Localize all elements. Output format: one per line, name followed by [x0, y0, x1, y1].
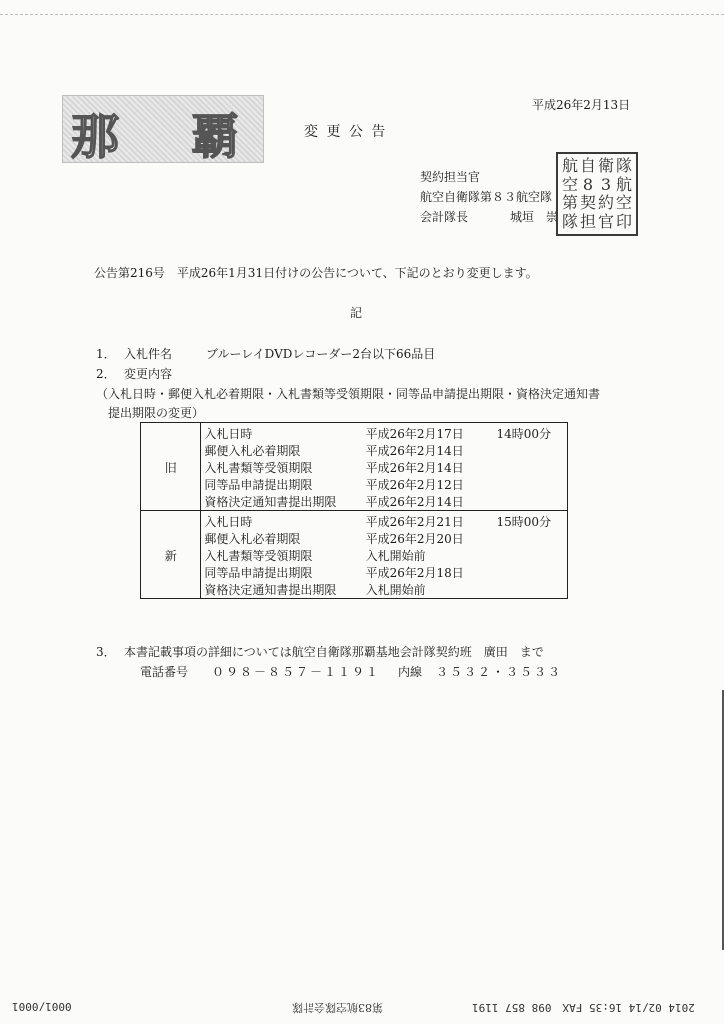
- new-item: 郵便入札必着期限: [201, 530, 366, 547]
- seal-char: 空: [561, 174, 578, 194]
- naha-stamp: [62, 95, 264, 163]
- item2-number: 2．: [96, 367, 116, 381]
- old-date: 平成26年2月17日: [365, 427, 464, 441]
- stamp-char-2: 覇: [191, 109, 240, 165]
- issuer-title: 契約担当官: [420, 170, 481, 184]
- stamp-char-1: 那: [71, 109, 120, 165]
- new-time: [496, 530, 567, 547]
- issuer-role: 会計隊長: [420, 210, 469, 224]
- old-date: 平成26年2月14日: [365, 461, 464, 475]
- seal-char: 8: [582, 174, 594, 194]
- issuer-unit: 航空自衛隊第８３航空隊: [420, 190, 553, 204]
- old-date: 平成26年2月14日: [365, 495, 464, 509]
- new-date: 平成26年2月18日: [365, 566, 464, 580]
- item1-value: ブルーレイDVDレコーダー2台以下66品目: [206, 347, 436, 361]
- official-seal: [556, 152, 638, 236]
- seal-char: 衛: [597, 156, 614, 175]
- seal-char: 航: [561, 156, 578, 175]
- old-schedule: [141, 423, 568, 511]
- new-time: [496, 564, 567, 581]
- old-date: 平成26年2月12日: [365, 478, 464, 492]
- seal-char: 3: [600, 174, 612, 194]
- fax-sender: 第83航空隊会計隊: [292, 1001, 383, 1014]
- old-item: 郵便入札必着期限: [201, 442, 366, 459]
- extension-label: 内線: [398, 665, 423, 679]
- seal-char: 印: [615, 211, 632, 231]
- phone-number: ０９８－８５７－１１９１: [212, 665, 381, 679]
- new-item: 入札書類等受領期限: [201, 547, 366, 564]
- item2-label: 変更内容: [124, 367, 173, 381]
- seal-char: 第: [561, 193, 578, 212]
- old-time: [496, 476, 567, 493]
- old-time: 14時00分: [496, 427, 552, 441]
- page-title: 変 更 公 告: [304, 124, 388, 140]
- notice-intro: 公告第216号 平成26年1月31日付けの公告について、下記のとおり変更します。: [94, 266, 538, 280]
- fax-footer: [0, 998, 724, 1018]
- seal-char: 契: [579, 193, 596, 212]
- new-item: 資格決定通知書提出期限: [201, 581, 366, 599]
- item3-number: 3．: [96, 645, 116, 659]
- fax-page-count: 0001/0001: [12, 1000, 72, 1013]
- item1-label: 入札件名: [124, 347, 173, 361]
- new-date: 入札開始前: [365, 549, 426, 563]
- old-label: 旧: [141, 423, 201, 511]
- new-date: 平成26年2月21日: [365, 515, 464, 529]
- phone-label: 電話番号: [140, 665, 189, 679]
- new-time: [496, 547, 567, 564]
- old-item: 資格決定通知書提出期限: [201, 493, 366, 511]
- seal-char: 航: [615, 174, 632, 194]
- seal-char: 空: [615, 193, 632, 212]
- new-item: 同等品申請提出期限: [201, 564, 366, 581]
- old-item: 入札日時: [201, 423, 366, 443]
- seal-char: 自: [579, 156, 596, 175]
- seal-char: 官: [597, 211, 614, 231]
- fax-timestamp: 2014 02/14 16:35 FAX 098 857 1191: [472, 1001, 695, 1014]
- old-item: 同等品申請提出期限: [201, 476, 366, 493]
- item1-number: 1．: [96, 347, 116, 361]
- notice-date: 平成26年2月13日: [532, 98, 631, 112]
- ki-heading: 記: [350, 306, 363, 320]
- old-item: 入札書類等受領期限: [201, 459, 366, 476]
- seal-char: 隊: [561, 211, 578, 231]
- contact-text: 本書記載事項の詳細については航空自衛隊那覇基地会計隊契約班 廣田 まで: [124, 645, 544, 659]
- new-date: 入札開始前: [365, 583, 426, 597]
- old-time: [496, 459, 567, 476]
- old-time: [496, 493, 567, 511]
- seal-char: 約: [597, 193, 614, 212]
- new-date: 平成26年2月20日: [365, 532, 464, 546]
- new-time: [496, 581, 567, 599]
- new-item: 入札日時: [201, 511, 366, 531]
- old-date: 平成26年2月14日: [365, 444, 464, 458]
- new-schedule: [141, 511, 568, 599]
- seal-char: 隊: [615, 156, 632, 175]
- issuer-name: 城垣 崇: [510, 210, 559, 224]
- item2-note-line1: （入札日時・郵便入札必着期限・入札書類等受領期限・同等品申請提出期限・資格決定通知書: [96, 387, 601, 401]
- extension-number: ３５３２・３５３３: [436, 665, 563, 679]
- new-label: 新: [141, 511, 201, 599]
- fax-header-line: [0, 14, 724, 16]
- old-time: [496, 442, 567, 459]
- seal-char: 担: [579, 211, 596, 231]
- item2-note-line2: 提出期限の変更）: [108, 406, 205, 420]
- change-table: [140, 422, 568, 599]
- new-time: 15時00分: [496, 515, 552, 529]
